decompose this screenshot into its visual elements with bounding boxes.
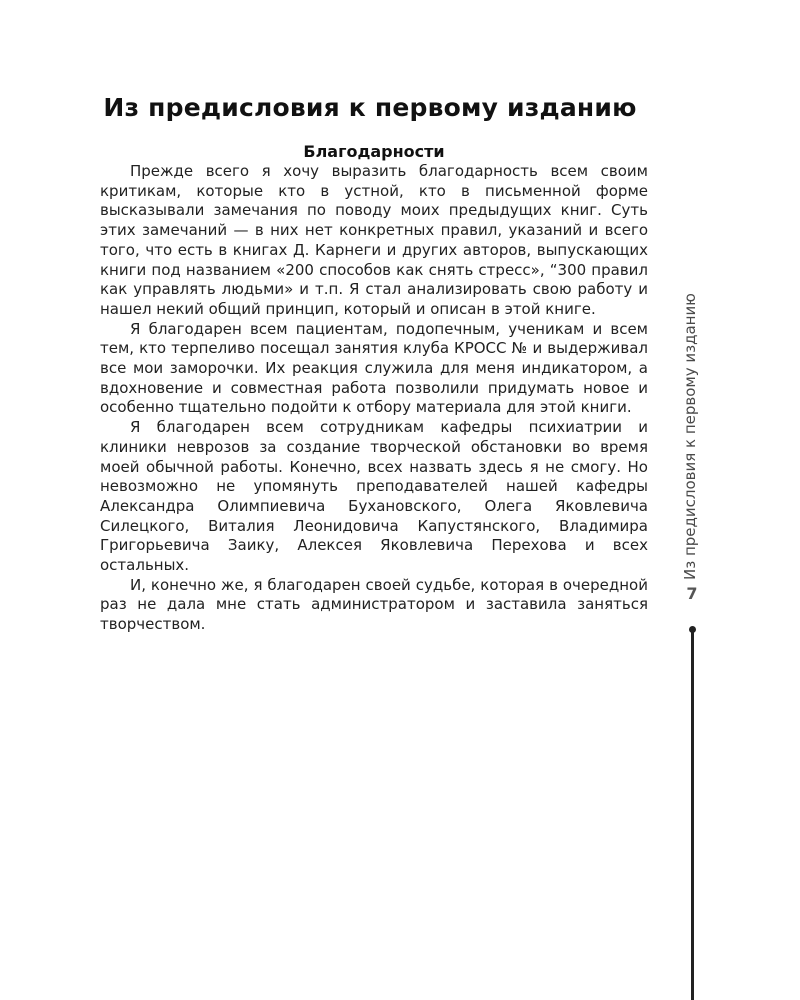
side-rule-line bbox=[691, 630, 694, 1000]
section-heading: Благодарности bbox=[303, 142, 445, 161]
paragraph-4: И, конечно же, я благодарен своей судьбе, которая в очередной раз не дала мне стать администратором и заставила заняться творчеством. bbox=[100, 575, 648, 634]
paragraph-1: Прежде всего я хочу выразить благодарность всем своим критикам, которые кто в устной, кто в письменной форме высказывали замечания по поводу моих предыдущих книг. Суть этих замечаний — в них нет конкретных правил, указаний и всего того, что есть в книгах Д. Карнеги и других авторов, выпускающих книги под названием «200 способов как снять стресс», “300 правил как управлять людьми» и т.п. Я стал анализировать свою работу и нашел некий общий принцип, который и описан в этой книге. bbox=[100, 162, 648, 318]
paragraph-3: Я благодарен всем сотрудникам кафедры психиатрии и клиники неврозов за создание творческой обстановки во время моей обычной работы. Конечно, всех назвать здесь я не смогу. Но невозможно не упомянуть преподавателей нашей кафедры Александра Олимпиевича Бухановского, Олега Яковлевича Силецкого, Виталия Леонидовича Капустянского, Владимира Григорьевича Заику, Алексея Яковлевича Перехова и всех остальных. bbox=[100, 418, 648, 575]
body-text bbox=[100, 162, 648, 635]
page-number: 7 bbox=[686, 584, 698, 603]
chapter-title: Из предисловия к первому изданию bbox=[103, 93, 637, 122]
paragraph-2: Я благодарен всем пациентам, подопечным, ученикам и всем тем, кто терпеливо посещал занятия клуба КРОСС № и выдерживал все мои заморочки. Их реакция служила для меня индикатором, а вдохновение и совместная работа позволили придумать новое и особенно тщательно подойти к отбору материала для этой книги. bbox=[100, 319, 648, 417]
side-running-title: Из предисловия к первому изданию bbox=[681, 293, 699, 580]
